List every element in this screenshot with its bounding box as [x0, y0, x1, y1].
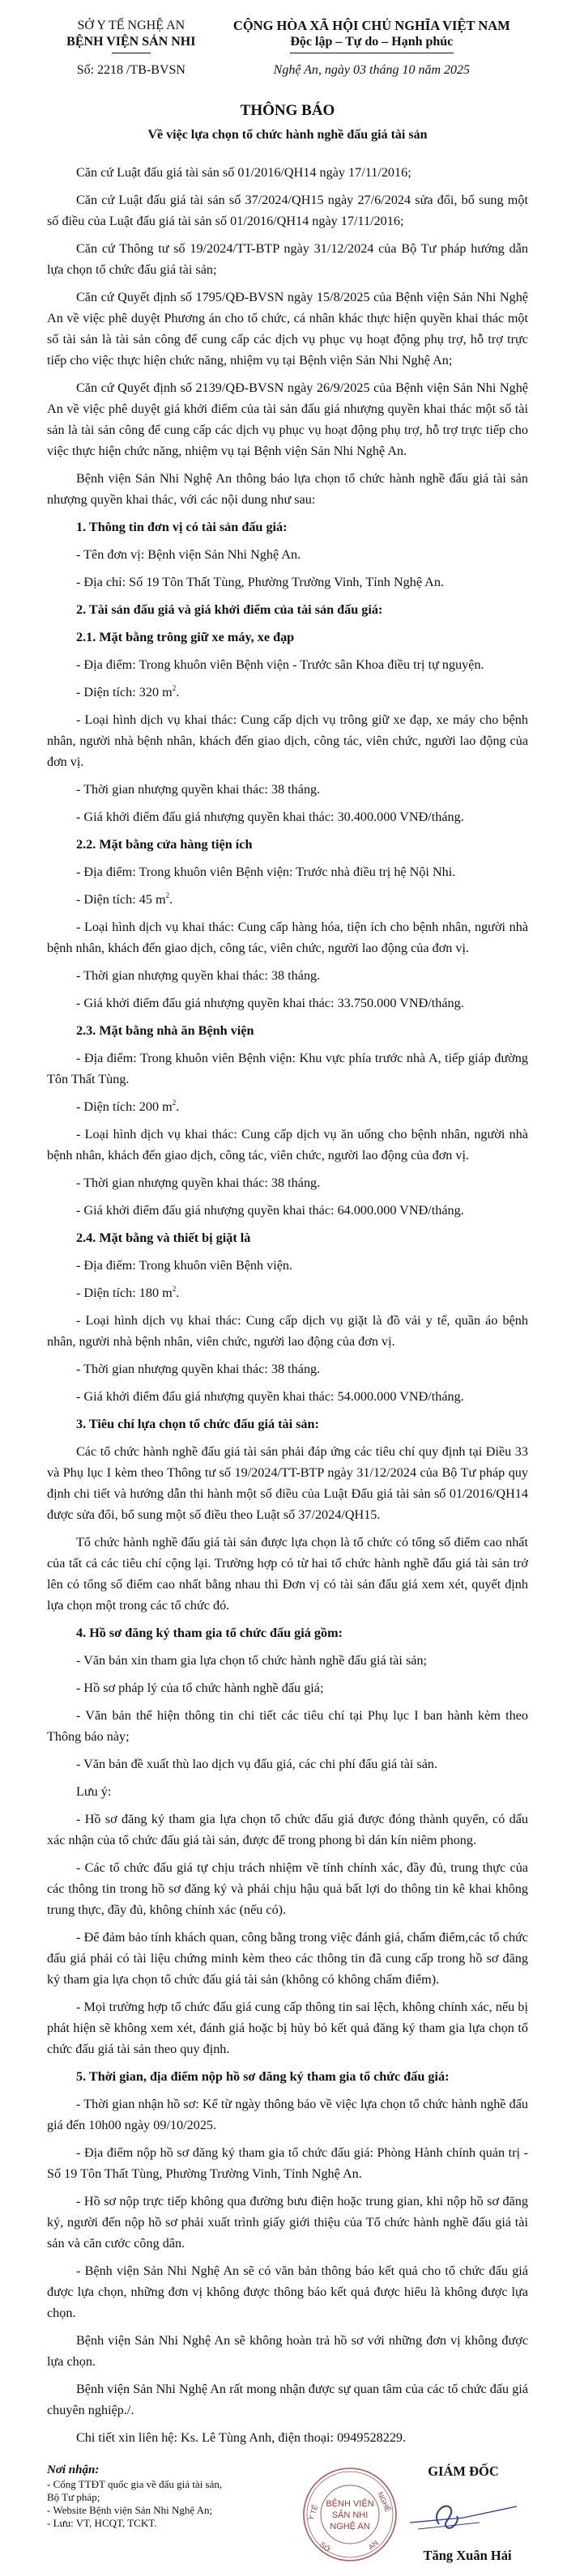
stamp-ring-text: Y TẾ — [306, 2503, 320, 2522]
asset-location: - Địa điểm: Trong khuôn viên Bệnh viện: Khu vực phía trước nhà A, tiếp giáp đường Tôn Thất Tùng. — [47, 1051, 528, 1086]
area-suffix: . — [176, 685, 180, 699]
official-seal-icon — [301, 2466, 399, 2563]
asset-duration: - Thời gian nhượng quyền khai thác: 38 tháng. — [76, 782, 321, 797]
asset-starting-price: - Giá khởi điểm đấu giá nhượng quyền khai thác: 30.400.000 VNĐ/tháng. — [76, 810, 464, 824]
submission-item: - Thời gian nhận hồ sơ: Kể từ ngày thông báo về việc lựa chọn tổ chức hành nghề đấu giá đến 10h00 ngày 09/10/2025. — [47, 2097, 528, 2132]
recipient-item: Bộ Tư pháp; — [47, 2491, 100, 2503]
document-footer — [47, 2463, 528, 2576]
asset-area — [47, 682, 528, 703]
criteria-paragraph: Các tổ chức hành nghề đấu giá tài sản phải đáp ứng các tiêu chí quy định tại Điều 33 và Phụ lục I kèm theo Thông tư số 19/2024/TT-BTP ngày 31/12/2024 của Bộ Tư pháp quy định chi tiết và hướng dẫn thi hành một số điều của Luật Đấu giá tài sản số 01/2016/QH14 được sửa đổi, bổ sung một số điều theo Luật số 37/2024/QH15. — [47, 1444, 528, 1522]
area-label: - Diện tích: — [76, 892, 139, 907]
area-suffix: . — [169, 892, 173, 907]
document-meta — [47, 62, 528, 79]
asset-duration: - Thời gian nhượng quyền khai thác: 38 tháng. — [76, 968, 321, 983]
section-heading: 4. Hồ sơ đăng ký tham gia tổ chức đấu giá gồm: — [76, 1626, 343, 1640]
submission-item: - Địa điểm nộp hồ sơ đăng ký tham gia tổ chức đấu giá: Phòng Hành chính quản trị - Số 19 Tôn Thất Tùng, Phường Trường Vinh, Tỉnh Nghệ An. — [47, 2145, 528, 2181]
document-title: THÔNG BÁO — [240, 102, 335, 119]
recipients-block — [47, 2463, 258, 2530]
dossier-item: - Văn bản thể hiện thông tin chi tiết các tiêu chí tại Phụ lục I ban hành kèm theo Thông báo này; — [47, 1708, 528, 1744]
area-label: - Diện tích: — [76, 685, 139, 699]
area-value: 45 — [139, 892, 152, 907]
legal-basis: Căn cứ Luật đấu giá tài sản số 01/2016/QH14 ngày 17/11/2016; — [76, 165, 411, 180]
section-heading: 2. Tài sản đấu giá và giá khởi điểm của tài sản đấu giá: — [76, 602, 383, 617]
area-value: 180 — [139, 1286, 160, 1300]
national-motto: Độc lập – Tự do – Hạnh phúc — [290, 35, 454, 49]
recipient-item: - Website Bệnh viện Sản Nhi Nghệ An; — [47, 2504, 213, 2516]
area-value: 200 — [139, 1099, 160, 1114]
asset-area — [47, 889, 528, 910]
area-exponent: 2 — [172, 1285, 177, 1293]
unit-name: - Tên đơn vị: Bệnh viện Sản Nhi Nghệ An. — [76, 547, 301, 562]
signer-name: Tăng Xuân Hải — [423, 2548, 512, 2563]
section-heading: 1. Thông tin đơn vị có tài sản đấu giá: — [76, 520, 288, 534]
area-value: 320 — [139, 685, 160, 699]
legal-basis: Căn cứ Quyết định số 1795/QĐ-BVSN ngày 15/8/2025 của Bệnh viện Sản Nhi Nghệ An về việc phê duyệt Phương án cho tổ chức, cá nhân khác thực hiện quyền khai thác một số tài sản là tài sản công để cung cấp các dịch vụ phục vụ hoạt động phụ trợ, hỗ trợ trực tiếp cho việc thực hiện chức năng, nhiệm vụ tại Bệnh viện Sản Nhi Nghệ An; — [47, 290, 528, 368]
contact-line: Chi tiết xin liên hệ: Ks. Lê Tùng Anh, điện thoại: 0949528229. — [76, 2430, 407, 2445]
intro-paragraph: Bệnh viện Sản Nhi Nghệ An thông báo lựa chọn tổ chức hành nghề đấu giá tài sản nhượng quyền khai thác, với các nội dung như sau: — [47, 471, 528, 507]
recipients-title: Nơi nhận: — [47, 2463, 100, 2476]
asset-duration: - Thời gian nhượng quyền khai thác: 38 tháng. — [76, 1362, 321, 1376]
parent-agency: SỞ Y TẾ NGHỆ AN — [77, 19, 185, 32]
dossier-item: - Hồ sơ pháp lý của tổ chức hành nghề đấu giá; — [76, 1681, 324, 1695]
document-header — [47, 18, 528, 53]
asset-heading: 2.4. Mặt bằng và thiết bị giặt là — [76, 1231, 251, 1245]
area-label: - Diện tích: — [76, 1099, 139, 1114]
asset-duration: - Thời gian nhượng quyền khai thác: 38 tháng. — [76, 1175, 321, 1190]
area-suffix: . — [176, 1286, 180, 1300]
criteria-paragraph: Tổ chức hành nghề đấu giá tài sản được lựa chọn là tổ chức có tổng số điểm cao nhất của tất cả các tiêu chí cộng lại. Trường hợp có từ hai tổ chức hành nghề đấu giá tài sản trở lên có tổng số điểm cao nhất bằng nhau thì Đơn vị có tài sản đấu giá xem xét, quyết định lựa chọn một trong các tổ chức đó. — [47, 1535, 528, 1613]
note-item: - Các tổ chức đấu giá tự chịu trách nhiệm về tính chính xác, đầy đủ, trung thực của các thông tin trong hồ sơ đăng ký và phải chịu hậu quả bất lợi do thông tin kê khai không trung thực, đầy đủ, không chính xác (nếu có). — [47, 1860, 528, 1917]
national-title-block — [215, 18, 528, 53]
document-subtitle: Về việc lựa chọn tổ chức hành nghề đấu giá tài sản — [147, 128, 428, 142]
asset-area — [47, 1282, 528, 1303]
note-item: - Hồ sơ đăng ký tham gia lựa chọn tổ chức đấu giá được đóng thành quyển, có dấu xác nhận của tổ chức đấu giá tài sản, được để trong phong bì dán kín niêm phong. — [47, 1812, 528, 1847]
asset-location: - Địa điểm: Trong khuôn viên Bệnh viện - Trước sân Khoa điều trị tự nguyện. — [76, 657, 484, 672]
asset-location: - Địa điểm: Trong khuôn viên Bệnh viện. — [76, 1258, 293, 1273]
note-item: - Mọi trường hợp tổ chức đấu giá cung cấp thông tin sai lệch, không chính xác, nếu bị phát hiện sẽ không xem xét, đánh giá hoặc bị hủy bỏ kết quả đăng ký tham gia lựa chọn tổ chức đấu giá tài sản theo quy định. — [47, 2000, 528, 2056]
closing-paragraph: Bệnh viện Sản Nhi Nghệ An rất mong nhận được sự quan tâm của các tổ chức đấu giá chuyên nghiệp./. — [47, 2382, 528, 2417]
place-date: Nghệ An, ngày 03 tháng 10 năm 2025 — [273, 63, 470, 77]
dossier-item: - Văn bản xin tham gia lựa chọn tổ chức hành nghề đấu giá tài sản; — [76, 1653, 428, 1668]
asset-heading: 2.1. Mặt bằng trông giữ xe máy, xe đạp — [76, 630, 295, 644]
asset-area — [47, 1096, 528, 1117]
asset-list — [47, 627, 528, 1407]
asset-starting-price: - Giá khởi điểm đấu giá nhượng quyền khai thác: 54.000.000 VNĐ/tháng. — [76, 1389, 464, 1404]
legal-basis: Căn cứ Thông tư số 19/2024/TT-BTP ngày 31/12/2024 của Bộ Tư pháp hướng dẫn lựa chọn tổ chức đấu giá tài sản; — [47, 241, 528, 277]
section-heading: 5. Thời gian, địa điểm nộp hồ sơ đăng ký tham gia tổ chức đấu giá: — [76, 2069, 450, 2084]
section-heading: 3. Tiêu chí lựa chọn tổ chức đấu giá tài sản: — [76, 1417, 319, 1431]
recipient-item: - Lưu: VT, HCQT, TCKT. — [47, 2517, 157, 2529]
area-unit: m — [151, 892, 166, 907]
asset-location: - Địa điểm: Trong khuôn viên Bệnh viện: Trước nhà điều trị hệ Nội Nhi. — [76, 865, 456, 879]
signature-block — [285, 2463, 528, 2576]
issuing-unit: BỆNH VIỆN SẢN NHI — [66, 35, 196, 49]
area-label: - Diện tích: — [76, 1286, 139, 1300]
closing-paragraph: Bệnh viện Sản Nhi Nghệ An sẽ không hoàn trả hồ sơ với những đơn vị không được lựa chọn. — [47, 2333, 528, 2369]
stamp-ring-text: AN — [366, 2538, 380, 2552]
stamp-center-text: BỆNH VIỆN — [326, 2499, 374, 2509]
national-title: CỘNG HÒA XÃ HỘI CHỦ NGHĨA VIỆT NAM — [232, 18, 510, 33]
area-unit: m — [159, 1286, 173, 1300]
unit-address: - Địa chỉ: Số 19 Tôn Thất Tùng, Phường Trường Vinh, Tỉnh Nghệ An. — [76, 575, 444, 589]
submission-item: - Hồ sơ nộp trực tiếp không qua đường bưu điện hoặc trung gian, khi nộp hồ sơ đăng ký, người đến nộp hồ sơ phải xuất trình giấy giới thiệu của Tổ chức hành nghề đấu giá tài sản và căn cước công dân. — [47, 2194, 528, 2251]
legal-basis: Căn cứ Luật đấu giá tài sản số 37/2024/QH15 ngày 27/6/2024 sửa đổi, bổ sung một số điều của Luật đấu giá tài sản số 01/2016/QH14 ngày 17/11/2016; — [47, 193, 528, 228]
asset-service: - Loại hình dịch vụ khai thác: Cung cấp dịch vụ trông giữ xe đạp, xe máy cho bệnh nhân, người nhà bệnh nhân, khách đến giao dịch, công tác, viên chức, người lao động của đơn vị. — [47, 712, 528, 769]
asset-heading: 2.2. Mặt bằng cửa hàng tiện ích — [76, 837, 253, 852]
area-suffix: . — [176, 1099, 180, 1114]
asset-starting-price: - Giá khởi điểm đấu giá nhượng quyền khai thác: 64.000.000 VNĐ/tháng. — [76, 1203, 464, 1218]
area-exponent: 2 — [172, 684, 177, 692]
asset-starting-price: - Giá khởi điểm đấu giá nhượng quyền khai thác: 33.750.000 VNĐ/tháng. — [76, 996, 464, 1010]
stamp-ring-text: SỞ — [318, 2540, 332, 2554]
signer-title: GIÁM ĐỐC — [428, 2463, 499, 2479]
area-exponent: 2 — [165, 891, 170, 899]
dossier-item: - Văn bản đề xuất thù lao dịch vụ đấu giá, các chi phí đấu giá tài sản. — [76, 1757, 438, 1771]
note-label: Lưu ý: — [76, 1784, 112, 1799]
signature-stroke — [410, 2506, 517, 2523]
asset-service: - Loại hình dịch vụ khai thác: Cung cấp dịch vụ giặt là đồ vải y tế, quần áo bệnh nhân, người nhà bệnh nhân, viên chức, người lao động của đơn vị. — [47, 1313, 528, 1349]
note-item: - Để đảm bảo tính khách quan, công bằng trong việc đánh giá, chấm điểm,các tổ chức đấu giá phải có tài liệu chứng minh kèm theo các thông tin đã cung cấp trong hồ sơ đăng ký tham gia lựa chọn tổ chức đấu giá tài sản (không có không chấm điểm). — [47, 1930, 528, 1987]
asset-heading: 2.3. Mặt bằng nhà ăn Bệnh viện — [76, 1023, 254, 1038]
legal-basis: Căn cứ Quyết định số 2139/QĐ-BVSN ngày 26/9/2025 của Bệnh viện Sản Nhi Nghệ An về việc phê duyệt giá khởi điểm của tài sản đấu giá nhượng quyền khai thác một số tài sản là tài sản công để cung cấp các dịch vụ phục vụ hoạt động phụ trợ, hỗ trợ trực tiếp cho việc thực hiện chức năng, nhiệm vụ tại Bệnh viện Sản Nhi Nghệ An. — [47, 380, 528, 458]
document-number: Số: 2218 /TB-BVSN — [76, 63, 185, 77]
asset-service: - Loại hình dịch vụ khai thác: Cung cấp dịch vụ ăn uống cho bệnh nhân, người nhà bệnh nhân, khách đến giao dịch, công tác, viên chức, người lao động của đơn vị. — [47, 1127, 528, 1163]
stamp-center-text: SẢN NHI — [331, 2510, 369, 2520]
area-unit: m — [159, 685, 173, 699]
stamp-center-text: NGHỆ AN — [330, 2522, 370, 2531]
handwritten-signature-icon — [407, 2495, 520, 2536]
stamp-ring-text: NGHỆ — [376, 2490, 393, 2514]
area-exponent: 2 — [172, 1099, 177, 1107]
signature-stroke — [437, 2506, 458, 2528]
document-body — [47, 162, 528, 2448]
submission-item: - Bệnh viện Sản Nhi Nghệ An sẽ có văn bản thông báo kết quả cho tổ chức đấu giá được lựa chọn, những đơn vị không được thông báo kết quả được hiểu là không được lựa chọn. — [47, 2264, 528, 2320]
recipient-item: - Cổng TTĐT quốc gia về đấu giá tài sản, — [47, 2478, 223, 2490]
asset-service: - Loại hình dịch vụ khai thác: Cung cấp hàng hóa, tiện ích cho bệnh nhân, người nhà bệnh nhân, khách đến giao dịch, công tác, viên chức, người lao động của đơn vị. — [47, 920, 528, 955]
area-unit: m — [159, 1099, 173, 1114]
issuing-agency-block — [47, 18, 215, 53]
